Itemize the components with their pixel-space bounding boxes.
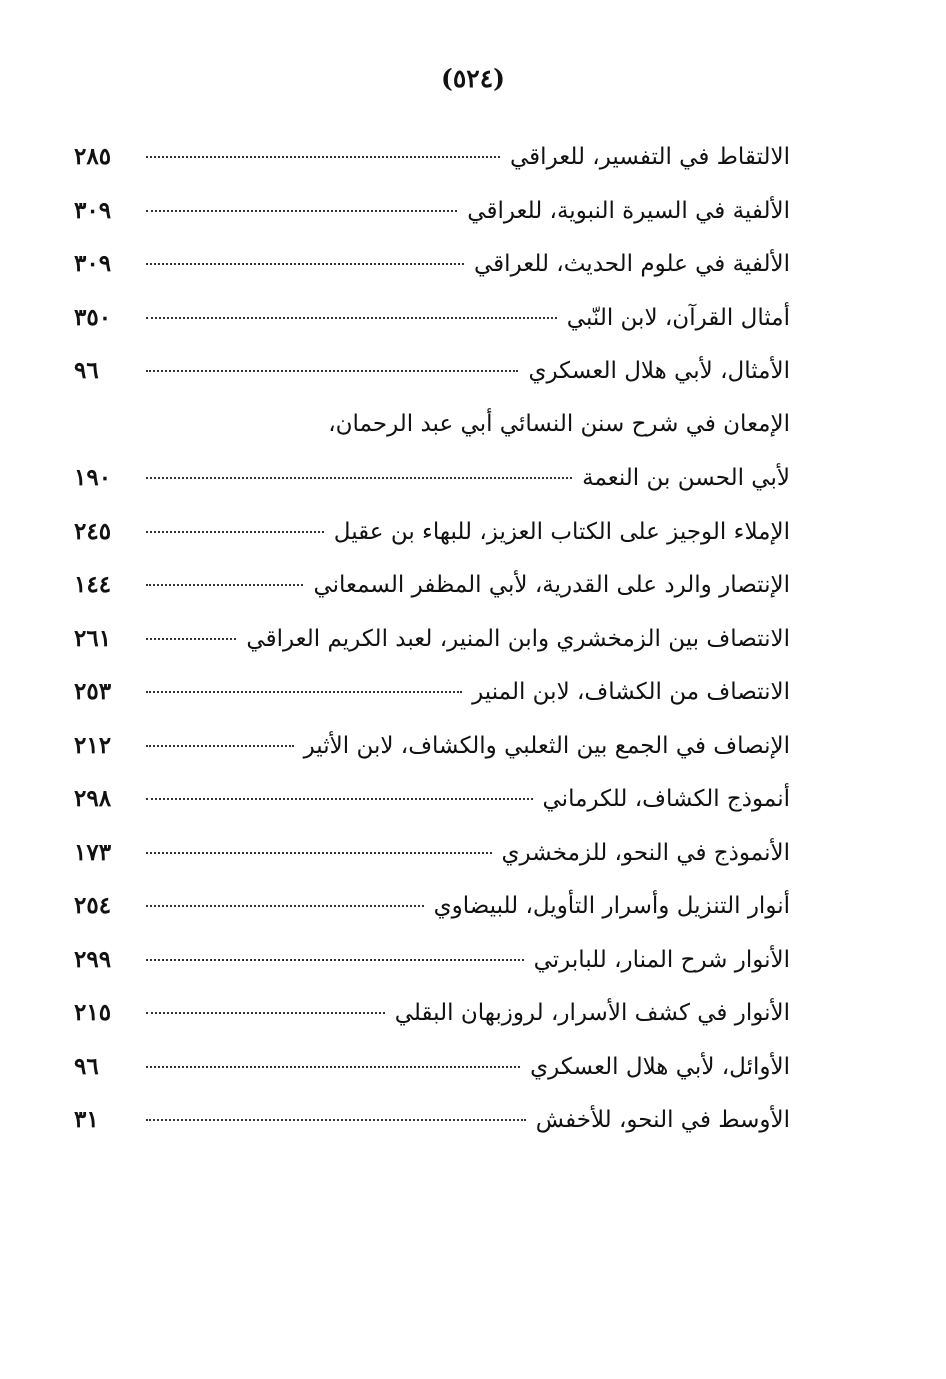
index-entry-first-line [74, 398, 790, 452]
entry-page-number: ٣١ [74, 1106, 99, 1133]
entry-page-number: ٢١٥ [74, 999, 112, 1026]
entry-page-number: ٢٥٤ [74, 892, 112, 919]
dot-leader [146, 477, 572, 479]
entry-title: الأوسط في النحو، للأخفش [535, 1107, 790, 1133]
entry-page-number: ٢٩٨ [74, 785, 112, 812]
dot-leader [146, 1119, 526, 1121]
index-entry [74, 772, 790, 826]
entry-title: أنوار التنزيل وأسرار التأويل، للبيضاوي [433, 893, 790, 919]
entry-page-number: ٣٠٩ [74, 250, 112, 277]
entry-page-number: ٢٤٥ [74, 517, 112, 545]
entry-title: الإنتصار والرد على القدرية، لأبي المظفر السمعاني [313, 572, 790, 598]
index-list [74, 130, 790, 1147]
dot-leader [146, 1066, 520, 1068]
entry-page-number: ١٧٣ [74, 838, 112, 866]
index-entry [74, 719, 790, 773]
dot-leader [146, 210, 457, 212]
entry-title: الأنموذج في النحو، للزمخشري [501, 839, 790, 866]
entry-page-number: ٢١٢ [74, 731, 112, 759]
dot-leader [146, 852, 492, 854]
dot-leader [146, 531, 324, 533]
entry-title: الإمعان في شرح سنن النسائي أبي عبد الرحمان، [328, 410, 790, 437]
entry-page-number: ٩٦ [74, 1052, 99, 1080]
index-entry [74, 665, 790, 719]
index-entry [74, 291, 790, 345]
dot-leader [146, 156, 500, 158]
entry-title: الأوائل، لأبي هلال العسكري [530, 1053, 790, 1080]
entry-title: لأبي الحسن بن النعمة [582, 465, 790, 491]
entry-title: الأنوار في كشف الأسرار، لروزبهان البقلي [394, 1000, 790, 1026]
index-entry [74, 451, 790, 505]
entry-title: أمثال القرآن، لابن النّبي [566, 304, 790, 331]
index-entry [74, 130, 790, 184]
entry-title: الأنوار شرح المنار، للبابرتي [533, 946, 790, 973]
index-entry [74, 933, 790, 987]
entry-title: أنموذج الكشاف، للكرماني [542, 786, 790, 812]
entry-title: الأمثال، لأبي هلال العسكري [528, 358, 790, 384]
index-entry [74, 505, 790, 559]
index-entry [74, 879, 790, 933]
entry-page-number: ٣٠٩ [74, 196, 112, 224]
index-entry [74, 986, 790, 1040]
entry-page-number: ٣٥٠ [74, 303, 112, 331]
index-entry [74, 826, 790, 880]
entry-title: الالتقاط في التفسير، للعراقي [510, 144, 790, 170]
entry-title: الانتصاف بين الزمخشري وابن المنير، لعبد الكريم العراقي [246, 625, 790, 652]
dot-leader [146, 317, 557, 319]
entry-page-number: ٩٦ [74, 357, 99, 384]
index-entry [74, 558, 790, 612]
entry-page-number: ٢٩٩ [74, 945, 112, 973]
dot-leader [146, 959, 524, 961]
dot-leader [146, 263, 464, 265]
index-entry [74, 237, 790, 291]
entry-page-number: ١٩٠ [74, 464, 112, 491]
entry-title: الانتصاف من الكشاف، لابن المنير [472, 679, 790, 705]
dot-leader [146, 370, 518, 372]
page-number-header: (٥٢٤) [441, 64, 505, 93]
index-entry [74, 344, 790, 398]
index-entry [74, 184, 790, 238]
entry-page-number: ١٤٤ [74, 571, 112, 598]
dot-leader [146, 798, 533, 800]
dot-leader [146, 691, 462, 693]
entry-page-number: ٢٦١ [74, 624, 112, 652]
index-entry [74, 1093, 790, 1147]
dot-leader [146, 745, 294, 747]
dot-leader [146, 584, 303, 586]
entry-title: الألفية في السيرة النبوية، للعراقي [467, 197, 790, 224]
entry-page-number: ٢٥٣ [74, 678, 112, 705]
dot-leader [146, 1012, 385, 1014]
dot-leader [146, 638, 236, 640]
entry-page-number: ٢٨٥ [74, 143, 112, 170]
index-entry [74, 1040, 790, 1094]
index-entry [74, 612, 790, 666]
entry-title: الإملاء الوجيز على الكتاب العزيز، للبهاء بن عقيل [333, 518, 790, 545]
entry-title: الإنصاف في الجمع بين الثعلبي والكشاف، لابن الأثير [303, 732, 790, 759]
dot-leader [146, 905, 424, 907]
entry-title: الألفية في علوم الحديث، للعراقي [474, 251, 790, 277]
